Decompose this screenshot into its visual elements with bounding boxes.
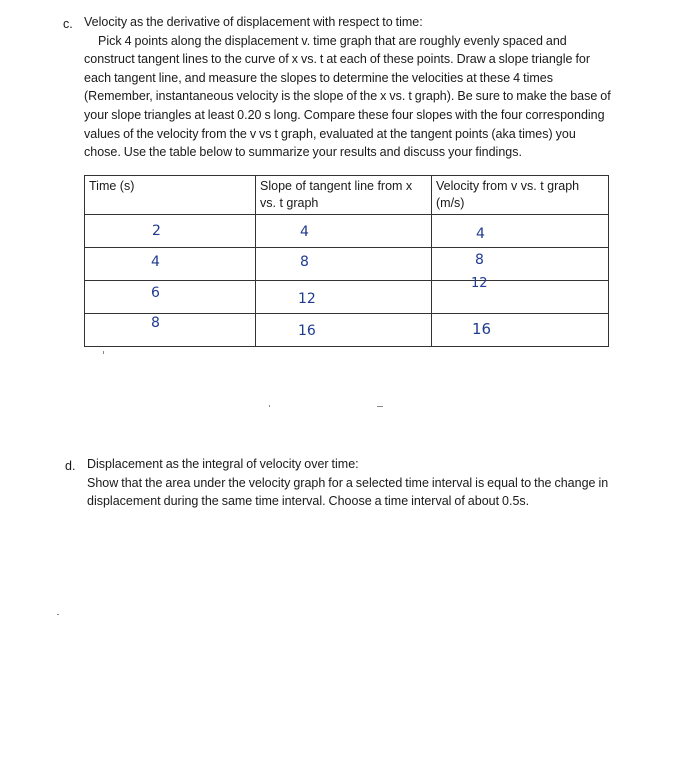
section-d-line: Show that the area under the velocity graph for a selected time interval is equal to the change in: [87, 475, 609, 490]
slope-cell[interactable]: [256, 314, 432, 347]
velocity-cell[interactable]: [432, 215, 609, 248]
slope-cell[interactable]: [256, 215, 432, 248]
time-value: 4: [151, 254, 160, 270]
section-c-text: [84, 13, 611, 162]
scan-speck: [377, 406, 383, 407]
section-d-label: d.: [65, 459, 76, 473]
slope-value: 16: [298, 323, 316, 339]
section-d-text: [87, 455, 608, 511]
section-c-line: values of the velocity from the v vs t graph, evaluated at the tangent points (aka times) you: [84, 126, 576, 141]
velocity-value: 4: [476, 226, 485, 242]
time-value: 6: [151, 285, 160, 301]
section-c-line: your slope triangles at least 0.20 s long. Compare these four slopes with the four corresponding: [84, 107, 605, 122]
table-header-row: [85, 176, 609, 215]
time-cell[interactable]: [85, 314, 256, 347]
velocity-value: 8: [475, 252, 484, 268]
slope-value: 8: [300, 254, 309, 270]
section-c-line: (Remember, instantaneous velocity is the slope of the x vs. t graph). Be sure to make the base of: [84, 89, 611, 104]
table-row: [85, 215, 609, 248]
section-c-line: construct tangent lines to the curve of x vs. t at each of these points. Draw a slope triangle for: [84, 52, 591, 67]
section-d-heading: Displacement as the integral of velocity over time:: [87, 457, 359, 471]
time-cell[interactable]: [85, 215, 256, 248]
velocity-value: 16: [472, 320, 492, 338]
scan-speck: [57, 614, 59, 615]
slope-cell[interactable]: [256, 248, 432, 281]
header-slope: Slope of tangent line from x vs. t graph: [256, 176, 432, 215]
time-cell[interactable]: [85, 248, 256, 281]
section-c-label: c.: [63, 17, 73, 31]
section-c-heading: Velocity as the derivative of displacement with respect to time:: [84, 15, 423, 29]
velocity-cell[interactable]: [432, 314, 609, 347]
header-velocity: Velocity from v vs. t graph (m/s): [432, 176, 609, 215]
time-value: 8: [151, 315, 160, 331]
velocity-value: 12: [471, 276, 488, 291]
table-row: [85, 248, 609, 281]
velocity-cell[interactable]: [432, 276, 609, 314]
section-c-line: each tangent line, and measure the slopes to determine the velocities at these 4 times: [84, 70, 553, 85]
table-row: [85, 314, 609, 347]
slope-value: 4: [300, 224, 309, 240]
scan-speck: [103, 351, 104, 354]
time-value: 2: [152, 223, 161, 239]
time-cell[interactable]: [85, 281, 256, 314]
section-d-line: displacement during the same time interval. Choose a time interval of about 0.5s.: [87, 494, 530, 509]
header-time: Time (s): [85, 176, 256, 215]
velocity-cell[interactable]: [432, 248, 609, 281]
slope-cell[interactable]: [256, 281, 432, 314]
section-c-line: chose. Use the table below to summarize your results and discuss your findings.: [84, 145, 522, 160]
scan-speck: [269, 405, 270, 407]
slope-value: 12: [298, 291, 316, 307]
table-row: [85, 281, 609, 314]
section-c-line: Pick 4 points along the displacement v. time graph that are roughly evenly spaced and: [98, 33, 567, 48]
results-table: [84, 175, 609, 347]
